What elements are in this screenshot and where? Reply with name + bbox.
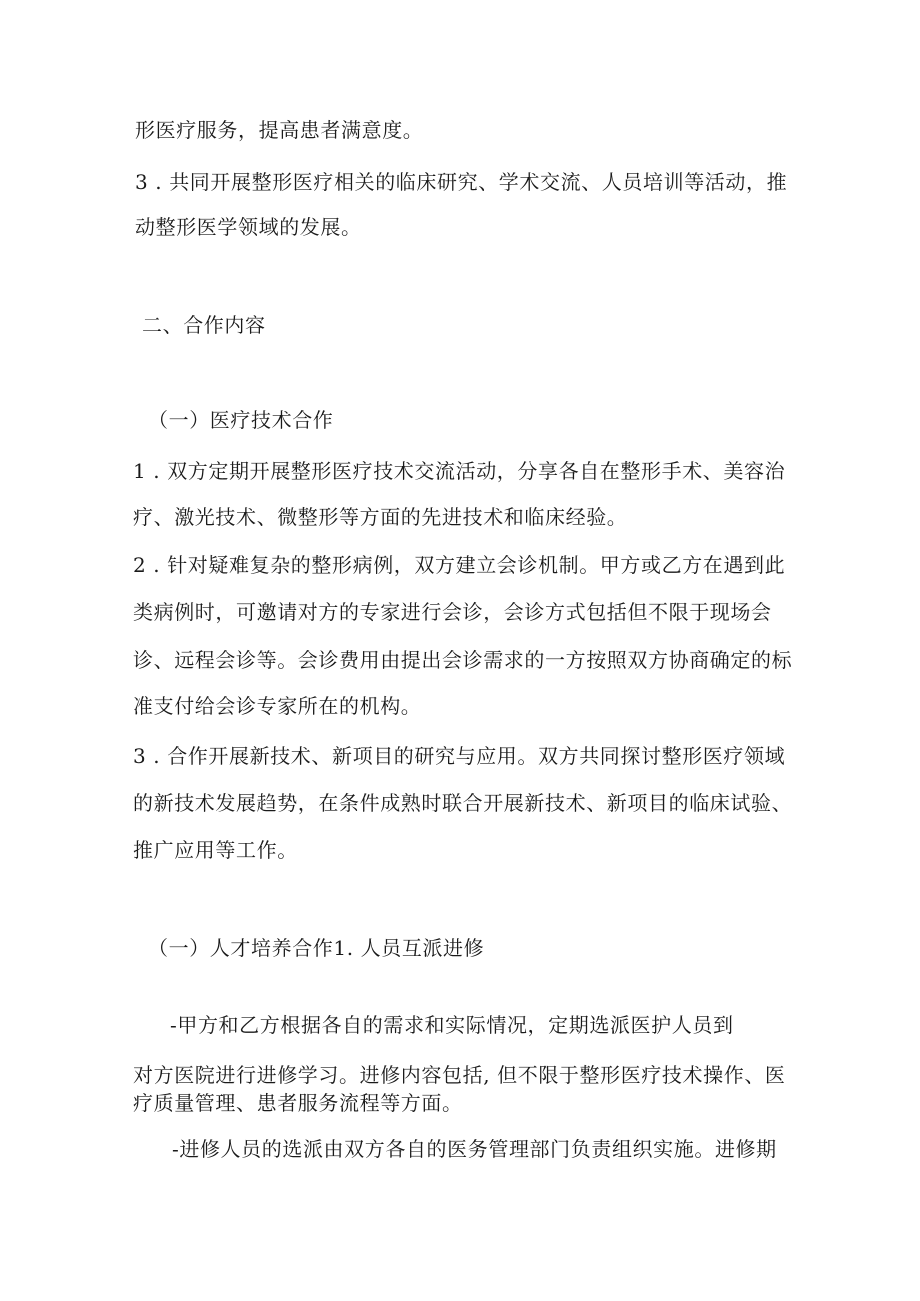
subsection-heading-talent-training: （一）人才培养合作1. 人员互派进修	[148, 936, 485, 960]
tech-item-1-line-2: 疗、激光技术、微整形等方面的先进技术和临床经验。	[133, 505, 628, 529]
training-bullet-1-line-2: 对方医院进行进修学习。进修内容包括, 但不限于整形医疗技术操作、医	[133, 1063, 786, 1087]
list-item-3-line-2: 动整形医学领域的发展。	[135, 215, 362, 239]
tech-item-3-line-1: 3 . 合作开展新技术、新项目的研究与应用。双方共同探讨整形医疗领域	[133, 744, 786, 768]
section-heading-cooperation-content: 二、合作内容	[142, 313, 266, 337]
tech-item-3-line-2: 的新技术发展趋势，在条件成熟时联合开展新技术、新项目的临床试验、	[133, 791, 793, 815]
tech-item-1-line-1: 1 . 双方定期开展整形医疗技术交流活动，分享各自在整形手术、美容治	[133, 459, 786, 483]
training-bullet-2-line-1: -进修人员的选派由双方各自的医务管理部门负责组织实施。进修期	[172, 1137, 777, 1161]
list-item-3-line-1: 3 . 共同开展整形医疗相关的临床研究、学术交流、人员培训等活动，推	[135, 170, 788, 194]
tech-item-2-line-2: 类病例时，可邀请对方的专家进行会诊，会诊方式包括但不限于现场会	[133, 600, 772, 624]
tech-item-2-line-3: 诊、远程会诊等。会诊费用由提出会诊需求的一方按照双方协商确定的标	[133, 648, 793, 672]
tech-item-2-line-1: 2 . 针对疑难复杂的整形病例，双方建立会诊机制。甲方或乙方在遇到此	[133, 553, 786, 577]
paragraph-line: 形医疗服务，提高患者满意度。	[135, 118, 424, 142]
tech-item-2-line-4: 准支付给会诊专家所在的机构。	[133, 694, 422, 718]
tech-item-3-line-3: 推广应用等工作。	[133, 838, 298, 862]
training-bullet-1-line-3: 疗质量管理、患者服务流程等方面。	[133, 1091, 463, 1115]
training-bullet-1-line-1: -甲方和乙方根据各自的需求和实际情况，定期选派医护人员到	[170, 1013, 734, 1037]
subsection-heading-medical-tech: （一）医疗技术合作	[148, 408, 334, 432]
